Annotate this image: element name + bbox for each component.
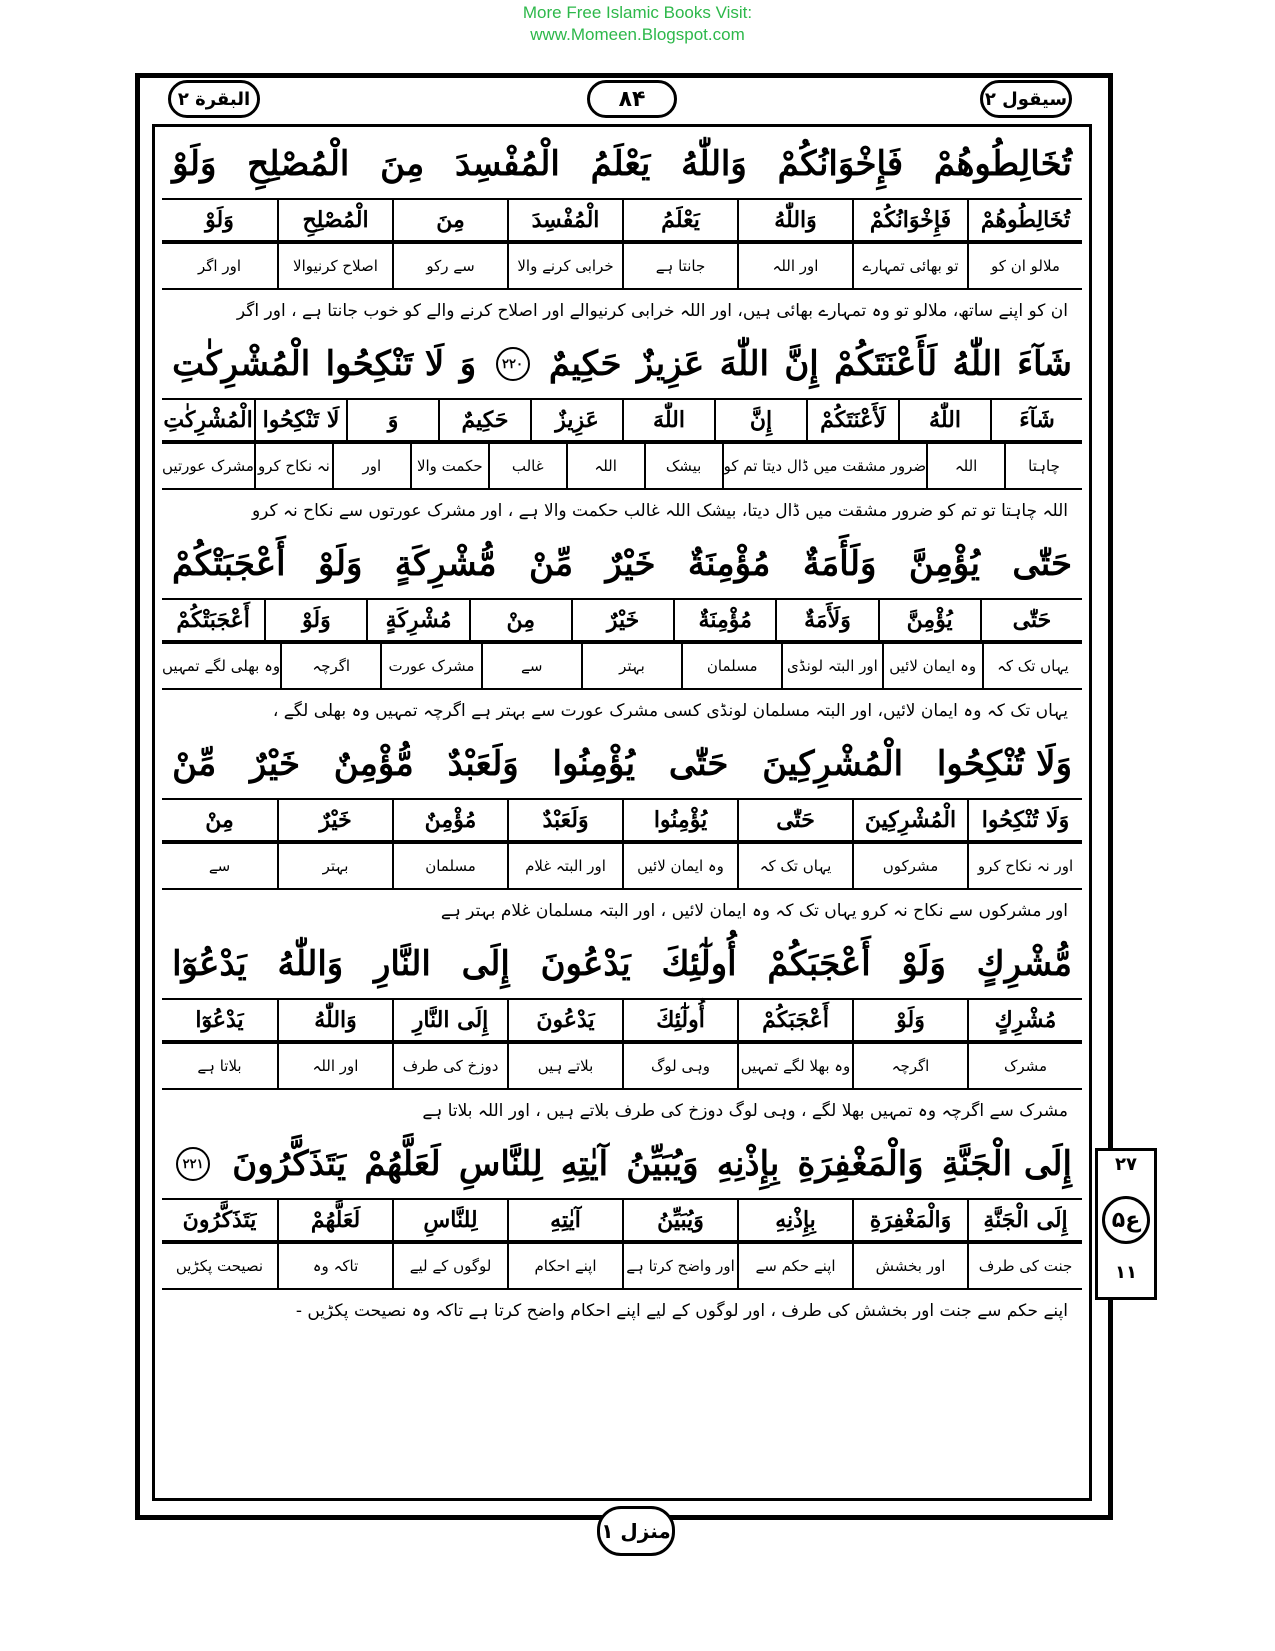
word-cell: وَلَوْ: [162, 200, 277, 242]
sentence-translation: اپنے حکم سے جنت اور بخشش کی طرف ، اور لوگوں کے لیے اپنے احکام واضح کرتا ہے تاکہ وہ نصیحت پکڑیں -: [295, 1300, 1068, 1321]
arabic-word: الْمُصْلِحِ: [247, 144, 350, 184]
arabic-word: مُّشْرِكٍ: [976, 944, 1072, 984]
translation-cell: وہ بھلی لگے تمہیں: [162, 657, 281, 675]
translation-cell: بلاتا ہے: [197, 1057, 242, 1075]
word-cell: شَآءَ: [990, 400, 1082, 442]
arabic-word: يُؤْمِنَّ: [908, 544, 980, 584]
word-cell: الْمُشْرِكٰتِ: [162, 400, 254, 442]
translation-row: [162, 644, 1082, 690]
translation-cell: بہتر: [277, 844, 392, 888]
arabic-word: الْمُشْرِكِينَ: [762, 744, 904, 784]
word-cell: الْمُفْسِدَ: [507, 200, 622, 242]
word-cell: يَتَذَكَّرُونَ: [162, 1200, 277, 1242]
translation-cell: چاہتا: [1004, 444, 1082, 488]
arabic-word: وَاللّٰهُ: [277, 944, 344, 984]
arabic-word: يُؤْمِنُوا: [552, 744, 636, 784]
translation-cell: بہتر: [581, 644, 681, 688]
translation-cell: مشرکوں: [852, 844, 967, 888]
arabic-word: إِلَى: [461, 944, 510, 984]
arabic-word: مِّنْ: [172, 744, 217, 784]
page-number: ۸۴: [587, 80, 677, 118]
arabic-word: وَالْمَغْفِرَةِ: [797, 1144, 924, 1184]
ruku-mark: ع۵: [1102, 1196, 1150, 1244]
header-line-2: www.Momeen.Blogspot.com: [530, 25, 745, 44]
header-note: [0, 2, 1275, 46]
word-row: [162, 400, 1082, 444]
verse-section: [162, 730, 1082, 930]
word-cell: مِنَ: [392, 200, 507, 242]
translation-cell: اگرچہ: [852, 1044, 967, 1088]
word-cell: خَيْرٌ: [277, 800, 392, 842]
verse-section: [162, 1130, 1082, 1330]
translation-cell: اللہ: [926, 444, 1004, 488]
word-cell: خَيْرٌ: [571, 600, 673, 642]
translation-cell: اگرچہ: [280, 644, 380, 688]
word-cell: مُشْرِكٍ: [967, 1000, 1082, 1042]
translation-cell: مشرک: [967, 1044, 1082, 1088]
verse-section: [162, 930, 1082, 1130]
translation-cell: اپنے حکم سے: [737, 1244, 852, 1288]
arabic-word: حَتّٰى: [668, 744, 729, 784]
arabic-word: لَا تَنْكِحُوا: [325, 344, 445, 384]
translation-cell: اور نہ نکاح کرو: [967, 844, 1082, 888]
arabic-word: لِلنَّاسِ: [458, 1144, 543, 1184]
sentence-translation: اللہ چاہتا تو تم کو ضرور مشقت میں ڈال دیتا، بیشک اللہ غالب حکمت والا ہے ، اور مشرک عورتوں سے نکاح نہ کرو: [251, 500, 1068, 521]
translation-cell: نصیحت پکڑیں: [175, 1257, 264, 1275]
translation-cell: سے: [481, 644, 581, 688]
arabic-word: شَآءَ: [1017, 344, 1072, 384]
arabic-word: يَعْلَمُ: [590, 144, 651, 184]
translation-cell: وہ ایمان لائیں: [622, 844, 737, 888]
word-cell: أَعْجَبَكُمْ: [737, 1000, 852, 1042]
arabic-verse-line: [162, 1130, 1082, 1200]
word-cell: تُخَالِطُوهُمْ: [967, 200, 1082, 242]
arabic-word: أَعْجَبَكُمْ: [767, 944, 871, 984]
word-cell: إِنَّ: [714, 400, 806, 442]
word-cell: إِلَى الْجَنَّةِ: [967, 1200, 1082, 1242]
translation-cell: اللہ: [566, 444, 644, 488]
translation-cell: جانتا ہے: [622, 244, 737, 288]
arabic-word: خَيْرٌ: [249, 744, 300, 784]
arabic-word: مُّشْرِكَةٍ: [394, 544, 497, 584]
arabic-word: وَ: [459, 344, 477, 384]
juz-label: سیقول ۲: [980, 80, 1072, 118]
word-cell: مِنْ: [469, 600, 571, 642]
translation-cell: اور اگر: [198, 257, 242, 275]
word-cell: يَدْعُونَ: [507, 1000, 622, 1042]
arabic-verse-line: [162, 730, 1082, 800]
translation-cell: دوزخ کی طرف: [392, 1044, 507, 1088]
arabic-word: يَتَذَكَّرُونَ: [232, 1144, 347, 1184]
word-cell: مِنْ: [162, 800, 277, 842]
arabic-verse-line: [162, 530, 1082, 600]
translation-row: [162, 1044, 1082, 1090]
translation-cell: غالب: [488, 444, 566, 488]
translation-cell: یہاں تک کہ: [737, 844, 852, 888]
word-cell: وَالْمَغْفِرَةِ: [852, 1200, 967, 1242]
arabic-verse-line: [162, 330, 1082, 400]
side-bottom-number: ۱۱: [1115, 1262, 1137, 1283]
arabic-word: الْمُفْسِدَ: [454, 144, 560, 184]
word-cell: وَ: [346, 400, 438, 442]
word-row: [162, 1200, 1082, 1244]
header-line-1: More Free Islamic Books Visit:: [522, 3, 753, 22]
translation-cell: مشرک عورتیں: [162, 457, 254, 475]
ayah-number: ۲۲۱: [176, 1147, 210, 1181]
translation-cell: جنت کی طرف: [967, 1244, 1082, 1288]
translation-row: [162, 844, 1082, 890]
word-cell: يُؤْمِنَّ: [878, 600, 980, 642]
arabic-verse-line: [162, 930, 1082, 1000]
word-cell: يُؤْمِنُوا: [622, 800, 737, 842]
sentence-translation: ان کو اپنے ساتھ، ملالو تو وہ تمہارے بھائی ہیں، اور اللہ خرابی کرنیوالے اور اصلاح کرنے والے کو خوب جانتا ہے ، اور اگر: [236, 300, 1068, 321]
word-cell: لَا تَنْكِحُوا: [254, 400, 346, 442]
arabic-word: آيٰتِهِ: [560, 1144, 609, 1184]
translation-cell: تاکہ وہ: [277, 1244, 392, 1288]
arabic-word: مِنَ: [380, 144, 425, 184]
word-row: [162, 800, 1082, 844]
translation-cell: خرابی کرنے والا: [507, 244, 622, 288]
word-cell: وَلَوْ: [852, 1000, 967, 1042]
arabic-word: حَتّٰى: [1012, 544, 1072, 584]
translation-cell: مشرک عورت: [380, 644, 480, 688]
translation-row: [162, 1244, 1082, 1290]
arabic-word: وَلَعَبْدٌ: [447, 744, 519, 784]
arabic-word: وَلَوْ: [318, 544, 363, 584]
arabic-word: وَلَوْ: [901, 944, 946, 984]
arabic-word: فَإِخْوَانُكُمْ: [777, 144, 904, 184]
translation-cell: بیشک: [644, 444, 722, 488]
translation-cell: اپنے احکام: [507, 1244, 622, 1288]
translation-cell: اور: [332, 444, 410, 488]
arabic-word: لَأَعْنَتَكُمْ: [834, 344, 938, 384]
word-row: [162, 200, 1082, 244]
word-cell: لِلنَّاسِ: [392, 1200, 507, 1242]
arabic-word: وَلَأَمَةٌ: [802, 544, 877, 584]
word-cell: مُؤْمِنٌ: [392, 800, 507, 842]
arabic-word: إِنَّ: [784, 344, 819, 384]
translation-cell: لوگوں کے لیے: [392, 1244, 507, 1288]
word-cell: عَزِيزٌ: [530, 400, 622, 442]
word-cell: وَاللّٰهُ: [277, 1000, 392, 1042]
word-cell: آيٰتِهِ: [507, 1200, 622, 1242]
arabic-word: أُولٰٓئِكَ: [661, 944, 737, 984]
ayah-number: ۲۲۰: [496, 347, 530, 381]
manzil-label: منزل ۱: [597, 1506, 675, 1556]
word-cell: اللّٰهَ: [622, 400, 714, 442]
word-row: [162, 600, 1082, 644]
translation-cell: ملالو ان کو: [967, 244, 1082, 288]
word-cell: فَإِخْوَانُكُمْ: [852, 200, 967, 242]
page-content: [162, 130, 1082, 1330]
translation-cell: اور بخشش: [852, 1244, 967, 1288]
translation-cell: یہاں تک کہ: [982, 644, 1082, 688]
translation-cell: ضرور مشقت میں ڈال دیتا تم کو: [722, 444, 927, 488]
word-cell: بِإِذْنِهِ: [737, 1200, 852, 1242]
arabic-word: بِإِذْنِهِ: [716, 1144, 780, 1184]
word-cell: أُولٰٓئِكَ: [622, 1000, 737, 1042]
word-cell: مُشْرِكَةٍ: [366, 600, 468, 642]
arabic-word: يَدْعُوٓا: [172, 944, 247, 984]
verse-section: [162, 130, 1082, 330]
sentence-translation: یہاں تک کہ وہ ایمان لائیں، اور البتہ مسلمان لونڈی کسی مشرک عورت سے بہتر ہے اگرچہ تمہیں وہ بھلی لگے ،: [272, 700, 1068, 721]
translation-cell: اور البتہ غلام: [507, 844, 622, 888]
translation-cell: وہی لوگ: [622, 1044, 737, 1088]
word-cell: حَتّٰى: [980, 600, 1082, 642]
word-cell: الْمُصْلِحِ: [277, 200, 392, 242]
translation-row: [162, 244, 1082, 290]
word-row: [162, 1000, 1082, 1044]
translation-cell: اور اللہ: [277, 1044, 392, 1088]
translation-cell: اور واضح کرتا ہے: [622, 1244, 737, 1288]
word-cell: وَيُبَيِّنُ: [622, 1200, 737, 1242]
word-cell: مُؤْمِنَةٌ: [673, 600, 775, 642]
word-cell: إِلَى النَّارِ: [392, 1000, 507, 1042]
arabic-word: وَلَا تُنْكِحُوا: [936, 744, 1072, 784]
word-cell: الْمُشْرِكِينَ: [852, 800, 967, 842]
arabic-word: وَيُبَيِّنُ: [626, 1144, 699, 1184]
arabic-word: النَّارِ: [374, 944, 431, 984]
word-cell: وَاللّٰهُ: [737, 200, 852, 242]
verse-section: [162, 330, 1082, 530]
translation-cell: سے: [208, 857, 231, 875]
arabic-word: مُّؤْمِنٌ: [333, 744, 414, 784]
arabic-word: مِّنْ: [528, 544, 574, 584]
word-cell: وَلَأَمَةٌ: [775, 600, 877, 642]
translation-cell: مسلمان: [681, 644, 781, 688]
arabic-word: عَزِيزٌ: [636, 344, 705, 384]
word-cell: أَعْجَبَتْكُمْ: [162, 600, 264, 642]
surah-label: البقرة ۲: [168, 80, 260, 118]
arabic-word: حَكِيمٌ: [548, 344, 622, 384]
word-cell: يَعْلَمُ: [622, 200, 737, 242]
arabic-word: تُخَالِطُوهُمْ: [933, 144, 1072, 184]
translation-cell: اور اللہ: [737, 244, 852, 288]
translation-cell: تو بھائی تمہارے: [852, 244, 967, 288]
translation-cell: سے رکو: [392, 244, 507, 288]
word-cell: حَكِيمٌ: [438, 400, 530, 442]
translation-cell: بلاتے ہیں: [507, 1044, 622, 1088]
arabic-word: وَاللّٰهُ: [681, 144, 747, 184]
translation-cell: نہ نکاح کرو: [254, 444, 332, 488]
translation-cell: اور البتہ لونڈی: [781, 644, 881, 688]
word-cell: لَأَعْنَتَكُمْ: [806, 400, 898, 442]
verse-section: [162, 530, 1082, 730]
side-top-number: ۲۷: [1115, 1154, 1137, 1175]
arabic-word: خَيْرٌ: [605, 544, 656, 584]
translation-cell: وہ ایمان لائیں: [882, 644, 982, 688]
arabic-word: الْمُشْرِكٰتِ: [172, 344, 311, 384]
word-cell: وَلَعَبْدٌ: [507, 800, 622, 842]
arabic-word: وَلَوْ: [172, 144, 217, 184]
sentence-translation: اور مشرکوں سے نکاح نہ کرو یہاں تک کہ وہ ایمان لائیں ، اور البتہ مسلمان غلام بہتر ہے: [440, 900, 1068, 921]
arabic-word: أَعْجَبَتْكُمْ: [172, 544, 286, 584]
translation-cell: مسلمان: [392, 844, 507, 888]
word-cell: يَدْعُوٓا: [162, 1000, 277, 1042]
arabic-word: اللّٰهَ: [719, 344, 769, 384]
word-cell: لَعَلَّهُمْ: [277, 1200, 392, 1242]
word-cell: حَتّٰى: [737, 800, 852, 842]
arabic-verse-line: [162, 130, 1082, 200]
word-cell: وَلَوْ: [264, 600, 366, 642]
arabic-word: لَعَلَّهُمْ: [364, 1144, 441, 1184]
word-cell: اللّٰهُ: [898, 400, 990, 442]
translation-cell: حکمت والا: [410, 444, 488, 488]
translation-cell: اصلاح کرنیوالا: [277, 244, 392, 288]
arabic-word: إِلَى الْجَنَّةِ: [941, 1144, 1072, 1184]
sentence-translation: مشرک سے اگرچہ وہ تمہیں بھلا لگے ، وہی لوگ دوزخ کی طرف بلاتے ہیں ، اور اللہ بلاتا ہے: [422, 1100, 1068, 1121]
arabic-word: يَدْعُونَ: [540, 944, 631, 984]
translation-row: [162, 444, 1082, 490]
arabic-word: اللّٰهُ: [952, 344, 1002, 384]
word-cell: وَلَا تُنْكِحُوا: [967, 800, 1082, 842]
arabic-word: مُؤْمِنَةٌ: [687, 544, 771, 584]
translation-cell: وہ بھلا لگے تمہیں: [737, 1044, 852, 1088]
